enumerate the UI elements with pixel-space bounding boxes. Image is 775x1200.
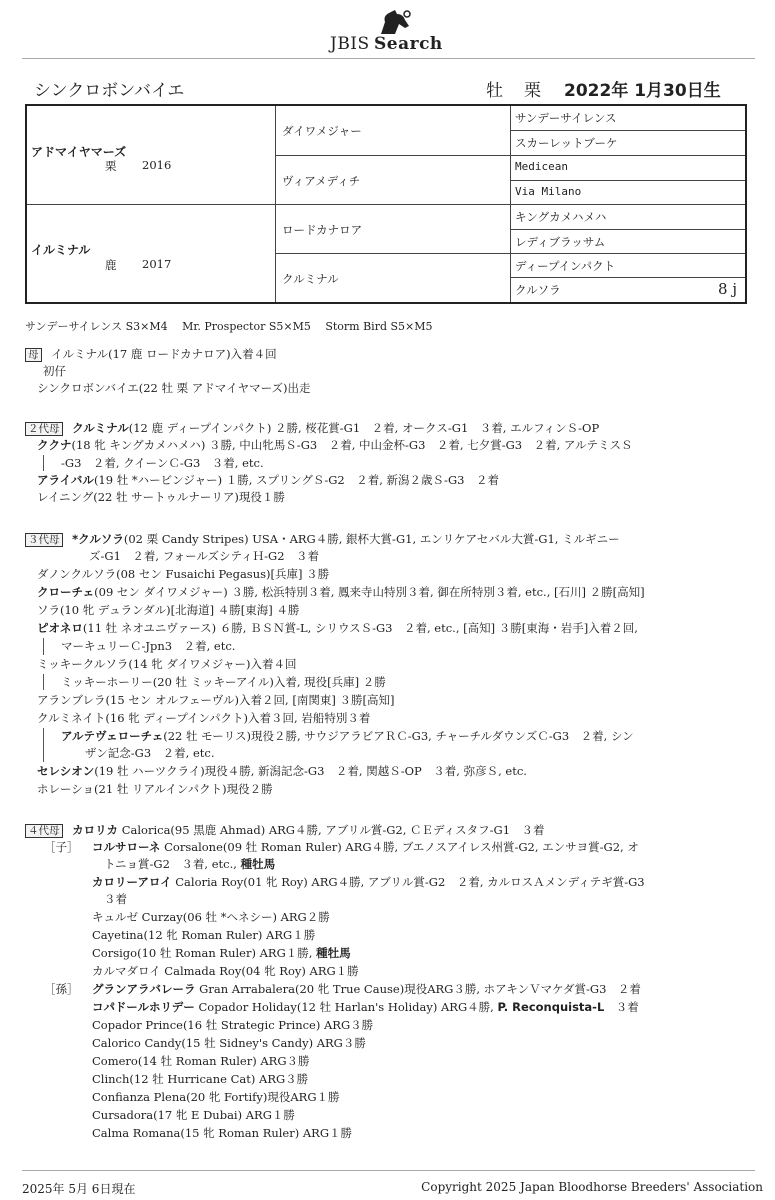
gen3-tag: ３代母 (25, 533, 63, 547)
gen4-grand-1-text: Gran Arrabalera(20 牝 True Cause)現役ARG３勝, ホアキンＶマケダ賞-G3 ２着 (199, 982, 641, 996)
dam-color: 鹿 (105, 258, 117, 272)
gen2-line-1-text: (12 鹿 ディープインパクト) ２勝, 桜花賞-G1 ２着, オークス-G1 ３着, エルフィンＳ-OP (128, 421, 600, 435)
gen4-child-1-text: Corsalone(09 牡 Roman Ruler) ARG４勝, ブエノスアイレス州賞-G2, エンサヨ賞-G2, オ (164, 840, 639, 854)
gen3-line-14 (37, 763, 527, 780)
gen4-child-2-name[interactable]: カロリーアロイ (92, 875, 172, 889)
pedigree-ssd[interactable]: スカーレットブーケ (511, 131, 745, 156)
gen4-grand-3: Copador Prince(16 牡 Strategic Prince) ARG３勝 (92, 1018, 374, 1032)
gen2-horse-4[interactable]: アライバル (37, 473, 94, 487)
gen4-grand-8: Cursadora(17 牝 E Dubai) ARG１勝 (92, 1108, 295, 1122)
indent-bar (43, 728, 44, 762)
horse-name: シンクロボンバイエ (34, 81, 185, 101)
gen4-child-5 (92, 945, 351, 962)
gen4-grand-2-place: ３着 (604, 1000, 639, 1014)
horse-title (34, 76, 754, 102)
footer-copyright: Copyright 2025 Japan Bloodhorse Breeders' Association (421, 1180, 763, 1194)
gen3-horse-12[interactable]: アルテヴェローチェ (61, 729, 164, 743)
dam-year: 2017 (142, 257, 172, 271)
sire-year: 2016 (142, 158, 172, 172)
gen3-line-4-text: (09 セン ダイワメジャー) ３勝, 松浜特別３着, 鳳来寺山特別３着, 御在所特別３着, etc., [石川] ２勝[高知] (94, 585, 645, 599)
dam-line-1-text: イルミナル(17 鹿 ロードカナロア)入着４回 (51, 347, 277, 361)
gen4-line-1-text: Calorica(95 黒鹿 Ahmad) ARG４勝, アブリル賞-G2, ＣＥディスタフ-G1 ３着 (121, 823, 545, 837)
pedigree-ddd[interactable]: クルソラ (515, 283, 561, 297)
gen2-line-2 (37, 437, 632, 454)
gen4-child-2 (92, 874, 645, 891)
horse-color: 栗 (524, 81, 541, 101)
dam-tag: 母 (25, 348, 42, 362)
logo-jbis: JBIS (330, 34, 370, 54)
gen4-child-5-stallion: 種牡馬 (316, 946, 351, 960)
gen3-horse-4[interactable]: クローチェ (37, 585, 95, 599)
gen3-line-12 (61, 728, 634, 745)
gen3-line-4 (37, 584, 645, 601)
gen4-child-5-text: Corsigo(10 牡 Roman Ruler) ARG１勝, (92, 946, 317, 960)
gen3-line-6 (37, 620, 638, 637)
gen4-tag: ４代母 (25, 824, 63, 838)
gen4-child-1-cont-text: トニョ賞-G2 ３着, etc., (104, 857, 241, 871)
gen4-grand-2-text: Copador Holiday(12 牡 Harlan's Holiday) ARG４勝, (198, 1000, 498, 1014)
gen4-child-1-name[interactable]: コルサローネ (92, 840, 161, 854)
gen4-child-2-cont: ３着 (104, 892, 127, 906)
footer-date: 2025年 5月 6日現在 (22, 1182, 136, 1196)
gen4-child-4: Cayetina(12 牝 Roman Ruler) ARG１勝 (92, 928, 316, 942)
horse-head-icon (373, 8, 413, 36)
gen3-line-2: ズ-G1 ２着, フォールズシティＨ-G2 ３着 (89, 549, 320, 563)
pedigree-sss[interactable]: サンデーサイレンス (511, 106, 745, 131)
gen3-line-10: アランブレラ(15 セン オルフェーヴル)入着２回, [南関東] ３勝[高知] (37, 693, 395, 707)
gen4-child-2-text: Caloria Roy(01 牝 Roy) ARG４勝, アブリル賞-G2 ２着, カルロスＡメンディテギ賞-G3 (175, 875, 645, 889)
dam-line-1 (25, 346, 277, 364)
jbis-logo[interactable] (325, 8, 465, 54)
pedigree-sd[interactable]: ヴィアメディチ (276, 156, 511, 205)
gen4-child-6: カルマダロイ Calmada Roy(04 牝 Roy) ARG１勝 (92, 964, 359, 978)
gen4-horse-1[interactable]: カロリカ (72, 823, 119, 837)
pedigree-dam-cell (27, 205, 276, 302)
horse-sex: 牡 (486, 81, 503, 101)
gen2-line-2-text: (18 牝 キングカメハメハ) ３勝, 中山牝馬Ｓ-G3 ２着, 中山金杯-G3 ２着, 七夕賞-G3 ２着, アルテミスＳ (71, 438, 633, 452)
gen2-line-5: レイニング(22 牡 サートゥルナーリア)現役１勝 (37, 490, 285, 504)
gen4-grand-6: Clinch(12 牡 Hurricane Cat) ARG３勝 (92, 1072, 309, 1086)
gen4-line-1 (25, 822, 545, 840)
gen3-line-8: ミッキークルソラ(14 牝 ダイワメジャー)入着４回 (37, 657, 297, 671)
gen4-child-1-stallion: 種牡馬 (240, 857, 276, 871)
indent-bar (43, 674, 44, 690)
gen3-line-14-text: (19 牡 ハーツクライ)現役４勝, 新潟記念-G3 ２着, 関越Ｓ-OP ３着, 弥彦Ｓ, etc. (94, 764, 527, 778)
pedigree-ds[interactable]: ロードカナロア (276, 205, 511, 254)
gen3-line-11: クルミネイト(16 牝 ディープインパクト)入着３回, 岩船特別３着 (37, 711, 371, 725)
pedigree-table (25, 104, 747, 304)
gen3-line-3: ダノンクルソラ(08 セン Fusaichi Pegasus)[兵庫] ３勝 (37, 567, 330, 581)
child-label: ［子］ (44, 840, 79, 854)
indent-bar (43, 638, 44, 655)
gen3-line-12-text: (22 牡 モーリス)現役２勝, サウジアラビアＲＣ-G3, チャーチルダウンズＣ-G3 ２着, シン (163, 729, 634, 743)
gen4-grand-2-name[interactable]: コパドールホリデー (92, 1000, 195, 1014)
gen4-child-3: キュルゼ Curzay(06 牡 *ヘネシー) ARG２勝 (92, 910, 330, 924)
sire-name[interactable]: アドマイヤマーズ (31, 145, 127, 159)
logo-search: Search (374, 34, 443, 54)
horse-birth: 2022年 1月30日生 (564, 81, 721, 101)
footer-divider (22, 1170, 755, 1171)
family-number: 8 j (718, 280, 737, 298)
pedigree-sire-cell (27, 106, 276, 205)
pedigree-dss[interactable]: キングカメハメハ (511, 205, 745, 230)
gen3-line-5: ソラ(10 牝 デュランダル)[北海道] ４勝[東海] ４勝 (37, 603, 300, 617)
gen3-line-15: ホレーショ(21 牡 リアルインパクト)現役２勝 (37, 782, 273, 796)
pedigree-ddd-cell (511, 278, 745, 302)
indent-bar (43, 455, 44, 471)
logo-text (330, 34, 443, 54)
gen2-horse-2[interactable]: ククナ (37, 438, 72, 452)
pedigree-sds[interactable]: Medicean (511, 156, 745, 181)
gen4-grand-1 (92, 981, 641, 998)
dam-name[interactable]: イルミナル (31, 243, 91, 257)
gen3-line-1-text: (02 栗 Candy Stripes) USA・ARG４勝, 銀杯大賞-G1, エンリケアセバル大賞-G1, ミルギニー (123, 532, 620, 546)
gen4-grand-1-name[interactable]: グランアラバレーラ (92, 982, 196, 996)
dam-line-3: シンクロボンバイエ(22 牡 栗 アドマイヤマーズ)出走 (37, 381, 311, 395)
gen3-horse-1[interactable]: *クルソラ (72, 532, 124, 546)
gen3-line-6-text: (11 牡 ネオユニヴァース) ６勝, ＢＳＮ賞-L, シリウスＳ-G3 ２着, etc., [高知] ３勝[東海・岩手]入着２回, (82, 621, 638, 635)
inbreeding-text: サンデーサイレンス S3×M4 Mr. Prospector S5×M5 Storm Bird S5×M5 (25, 320, 433, 333)
gen4-grand-5: Comero(14 牡 Roman Ruler) ARG３勝 (92, 1054, 310, 1068)
gen4-grand-2-race: P. Reconquista-L (497, 1000, 605, 1014)
gen4-grand-7: Confianza Plena(20 牝 Fortify)現役ARG１勝 (92, 1090, 340, 1104)
gen3-horse-14[interactable]: セレシオン (37, 764, 95, 778)
gen4-grand-9: Calma Romana(15 牝 Roman Ruler) ARG１勝 (92, 1126, 353, 1140)
gen2-tag: ２代母 (25, 422, 63, 436)
pedigree-dsd[interactable]: レディブラッサム (511, 230, 745, 254)
gen2-horse-1[interactable]: クルミナル (72, 421, 129, 435)
gen4-child-1 (92, 839, 639, 856)
header-divider (22, 58, 755, 59)
pedigree-sdd[interactable]: Via Milano (511, 181, 745, 205)
gen4-grand-4: Calorico Candy(15 牡 Sidney's Candy) ARG３勝 (92, 1036, 366, 1050)
gen3-line-7: マーキュリーＣ-Jpn3 ２着, etc. (61, 639, 236, 653)
gen2-line-4-text: (19 牡 *ハービンジャー) １勝, スプリングＳ-G2 ２着, 新潟２歳Ｓ-G3 ２着 (93, 473, 499, 487)
gen3-line-13: ザン記念-G3 ２着, etc. (85, 746, 215, 760)
dam-line-2: 初仔 (43, 364, 66, 378)
pedigree-ss[interactable]: ダイワメジャー (276, 106, 511, 156)
pedigree-dd[interactable]: クルミナル (276, 254, 511, 302)
gen2-line-3: -G3 ２着, クイーンＣ-G3 ３着, etc. (61, 456, 264, 470)
gen3-line-1 (25, 531, 620, 549)
gen3-horse-6[interactable]: ピオネロ (37, 621, 83, 635)
grand-label: ［孫］ (44, 982, 79, 996)
pedigree-dds[interactable]: ディープインパクト (511, 254, 745, 278)
gen3-line-9: ミッキーホーリー(20 牡 ミッキーアイル)入着, 現役[兵庫] ２勝 (61, 675, 386, 689)
gen4-child-1-cont (104, 856, 275, 873)
gen2-line-4 (37, 472, 499, 489)
gen2-line-1 (25, 420, 599, 438)
gen4-grand-2 (92, 999, 639, 1016)
sire-color: 栗 (105, 159, 117, 173)
